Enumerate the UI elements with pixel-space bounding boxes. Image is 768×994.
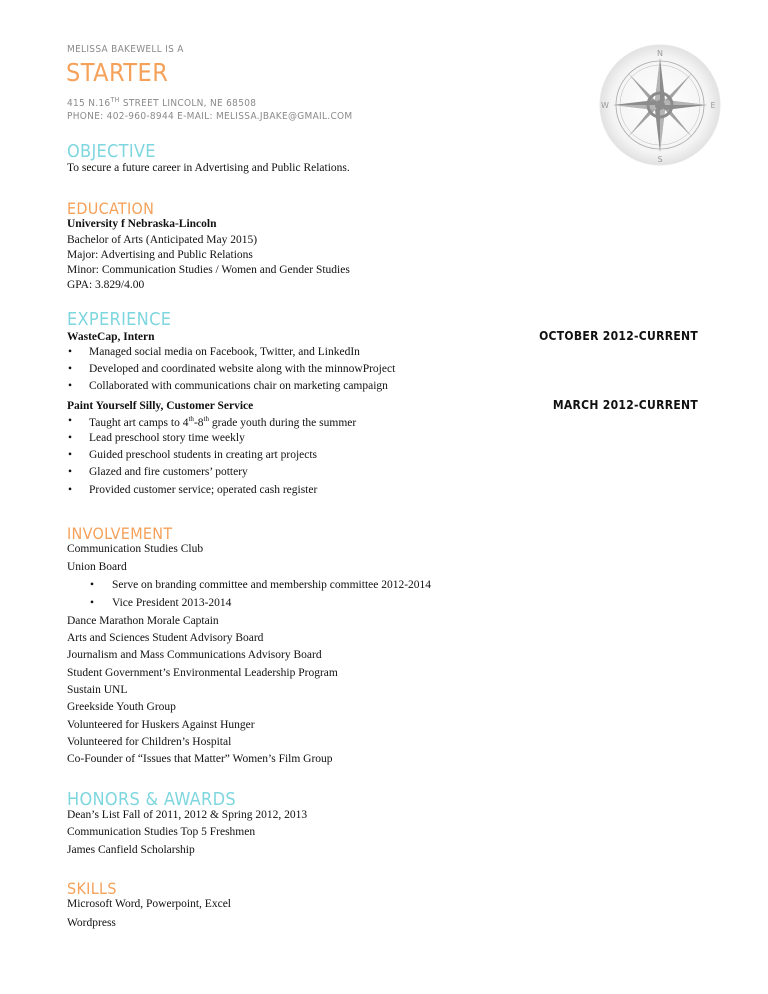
honor-item: James Canfield Scholarship <box>67 844 195 856</box>
involvement-heading: INVOLVEMENT <box>67 524 173 543</box>
bullet-dot: • <box>68 484 73 496</box>
compass-e-label: E <box>710 101 716 110</box>
involvement-item: Journalism and Mass Communications Advisory Board <box>67 649 322 661</box>
education-gpa: GPA: 3.829/4.00 <box>67 279 145 291</box>
compass-n-label: N <box>657 49 663 58</box>
involvement-item: Volunteered for Children’s Hospital <box>67 736 232 748</box>
bullet-dot: • <box>68 415 73 427</box>
honor-item: Communication Studies Top 5 Freshmen <box>67 826 256 838</box>
education-major: Major: Advertising and Public Relations <box>67 249 253 261</box>
education-heading: EDUCATION <box>67 199 155 218</box>
involvement-item: Greekside Youth Group <box>67 701 176 713</box>
bullet-sup: th <box>203 415 209 423</box>
bullet-dot: • <box>90 597 95 609</box>
involvement-item: Union Board <box>67 561 127 573</box>
involvement-sub-item: Serve on branding committee and membership committee 2012-2014 <box>112 579 432 591</box>
address-line <box>67 96 256 109</box>
involvement-item: Communication Studies Club <box>67 543 204 555</box>
bullet-dot: • <box>68 432 73 444</box>
bullet-dot: • <box>68 363 73 375</box>
skill-item: Wordpress <box>67 917 116 929</box>
honor-item: Dean’s List Fall of 2011, 2012 & Spring 2012, 2013 <box>67 809 308 821</box>
bullet-dot: • <box>68 380 73 392</box>
education-minor: Minor: Communication Studies / Women and Gender Studies <box>67 264 350 276</box>
skill-item: Microsoft Word, Powerpoint, Excel <box>67 898 231 910</box>
bullet-text: Taught art camps to 4 <box>89 417 189 429</box>
job-bullet: Guided preschool students in creating art projects <box>89 449 318 461</box>
objective-heading: OBJECTIVE <box>67 141 156 162</box>
bullet-dot: • <box>68 346 73 358</box>
involvement-item: Arts and Sciences Student Advisory Board <box>67 632 264 644</box>
compass-s-label: S <box>657 155 663 164</box>
experience-heading: EXPERIENCE <box>67 309 172 330</box>
job-bullet: Lead preschool story time weekly <box>89 432 245 444</box>
address-street: STREET LINCOLN, NE 68508 <box>119 98 257 109</box>
bullet-dot: • <box>68 449 73 461</box>
involvement-item: Co-Founder of “Issues that Matter” Women’s Film Group <box>67 753 333 765</box>
involvement-item: Volunteered for Huskers Against Hunger <box>67 719 255 731</box>
bullet-text: grade youth during the summer <box>208 417 357 429</box>
bullet-sup: th <box>188 415 194 423</box>
address-number: 415 N.16 <box>67 98 111 109</box>
skills-heading: SKILLS <box>67 879 117 898</box>
education-degree: Bachelor of Arts (Anticipated May 2015) <box>67 234 258 246</box>
job-date: OCTOBER 2012-CURRENT <box>539 329 698 343</box>
job-title: Paint Yourself Silly, Customer Service <box>67 400 254 412</box>
name-heading: STARTER <box>66 58 169 87</box>
job-bullet: Collaborated with communications chair on marketing campaign <box>89 380 388 392</box>
job-bullet: Developed and coordinated website along with the minnowProject <box>89 363 396 375</box>
address-sup: TH <box>110 96 120 104</box>
compass-logo-icon <box>595 44 725 166</box>
contact-line: PHONE: 402-960-8944 E-MAIL: MELISSA.JBAKE@GMAIL.COM <box>67 111 353 122</box>
compass-w-label: W <box>601 101 609 110</box>
job-title: WasteCap, Intern <box>67 331 155 343</box>
intro-line: MELISSA BAKEWELL IS A <box>67 44 184 55</box>
involvement-sub-item: Vice President 2013-2014 <box>112 597 232 609</box>
job-bullet: Managed social media on Facebook, Twitter, and LinkedIn <box>89 346 360 358</box>
job-bullet: Glazed and fire customers’ pottery <box>89 466 248 478</box>
involvement-item: Sustain UNL <box>67 684 128 696</box>
education-school: University f Nebraska-Lincoln <box>67 218 217 230</box>
bullet-dot: • <box>68 466 73 478</box>
involvement-item: Dance Marathon Morale Captain <box>67 615 219 627</box>
involvement-item: Student Government’s Environmental Leadership Program <box>67 667 338 679</box>
job-bullet: Provided customer service; operated cash register <box>89 484 318 496</box>
bullet-text: -8 <box>193 417 204 429</box>
bullet-dot: • <box>90 579 95 591</box>
job-date: MARCH 2012-CURRENT <box>552 398 698 412</box>
objective-text: To secure a future career in Advertising and Public Relations. <box>67 162 350 174</box>
job-bullet <box>89 415 356 429</box>
honors-heading: HONORS & AWARDS <box>67 789 236 810</box>
